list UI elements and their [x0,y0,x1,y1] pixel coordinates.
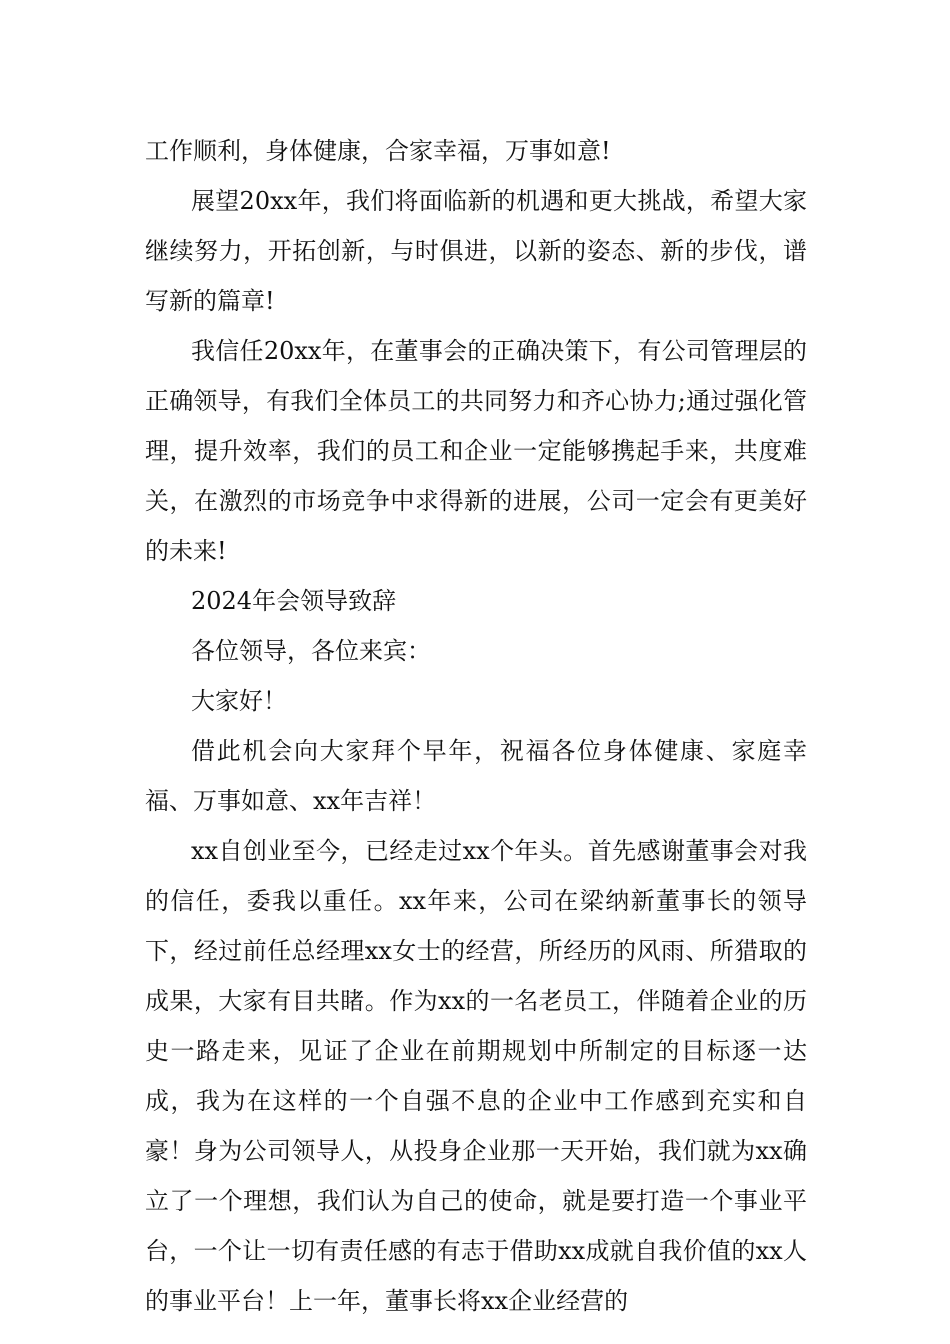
paragraph-outlook: 展望20xx年，我们将面临新的机遇和更大挑战，希望大家继续努力，开拓创新，与时俱进，以新的姿态、新的步伐，谱写新的篇章! [145,187,807,315]
salutation: 各位领导，各位来宾： [191,637,431,665]
paragraph-new-year-wishes: 借此机会向大家拜个早年，祝福各位身体健康、家庭幸福、万事如意、xx年吉祥！ [145,737,807,815]
document-body [145,126,807,1326]
paragraph-closing-wishes: 工作顺利，身体健康，合家幸福，万事如意! [145,137,611,165]
greeting: 大家好！ [191,687,287,715]
paragraph-confidence: 我信任20xx年，在董事会的正确决策下，有公司管理层的正确领导，有我们全体员工的共同努力和齐心协力;通过强化管理，提升效率，我们的员工和企业一定能够携起手来，共度难关，在激烈的市场竞争中求得新的进展，公司一定会有更美好的未来! [145,337,807,565]
section-title: 2024年会领导致辞 [191,587,397,615]
paragraph-company-history: xx自创业至今，已经走过xx个年头。首先感谢董事会对我的信任，委我以重任。xx年来，公司在梁纳新董事长的领导下，经过前任总经理xx女士的经营，所经历的风雨、所猎取的成果，大家有目共睹。作为xx的一名老员工，伴随着企业的历史一路走来，见证了企业在前期规划中所制定的目标逐一达成，我为在这样的一个自强不息的企业中工作感到充实和自豪！身为公司领导人，从投身企业那一天开始，我们就为xx确立了一个理想，我们认为自己的使命，就是要打造一个事业平台，一个让一切有责任感的有志于借助xx成就自我价值的xx人的事业平台！上一年，董事长将xx企业经营的 [145,837,807,1315]
